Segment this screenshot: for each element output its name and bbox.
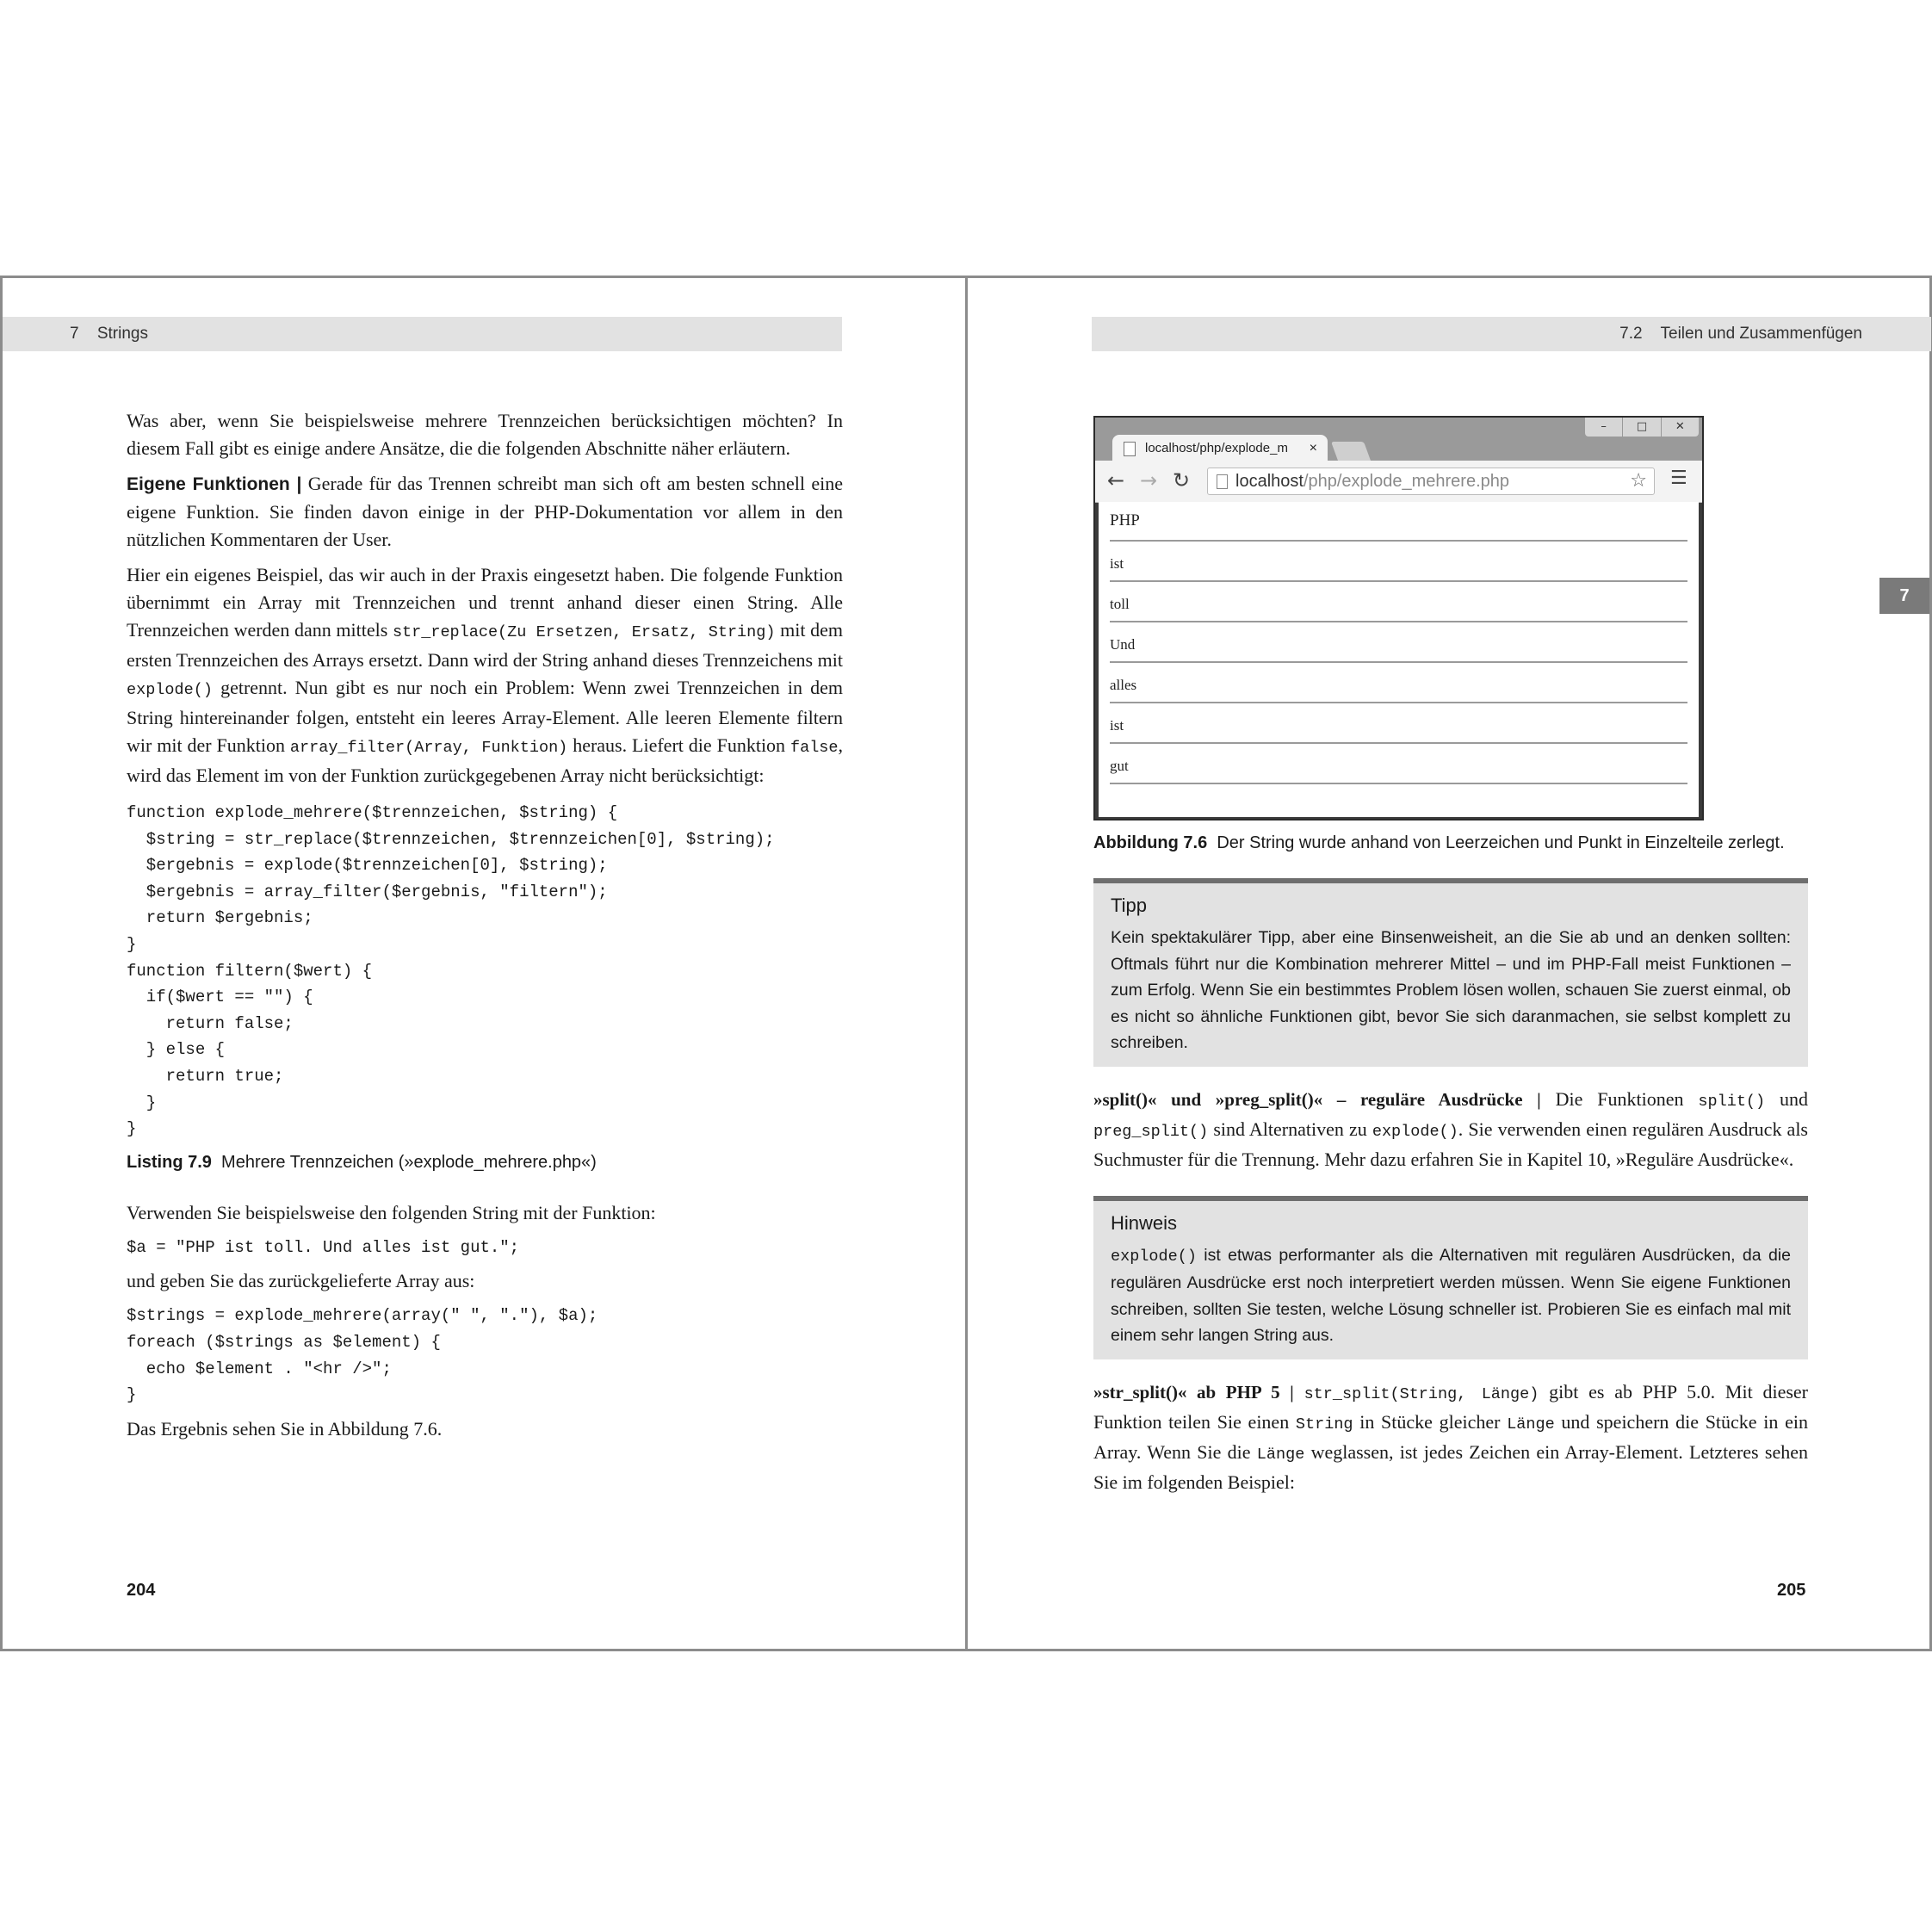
- browser-toolbar: [1095, 461, 1702, 503]
- text-run: weglassen, ist jedes Zeichen ein Array-Element. Letzteres sehen Sie im folgenden Beispiel:: [1093, 1440, 1808, 1493]
- code-snippet: $strings = explode_mehrere(array(" ", "."), $a); foreach ($strings as $element) { echo $element . "<hr />"; }: [127, 1306, 598, 1405]
- inline-code: explode(): [127, 681, 213, 699]
- inline-code: false: [790, 739, 839, 757]
- figure-label: Abbildung 7.6: [1093, 833, 1208, 852]
- window-controls: [1585, 418, 1699, 437]
- listing-caption: [127, 1149, 843, 1175]
- text-run: , wird das Element im von der Funktion zurückgegebenen Array nicht berücksichtigt:: [127, 734, 843, 786]
- url-host: localhost: [1235, 472, 1303, 491]
- back-arrow-icon[interactable]: ←: [1107, 468, 1125, 492]
- paragraph: [1093, 1086, 1808, 1173]
- paragraph: Das Ergebnis sehen Sie in Abbildung 7.6.: [127, 1417, 443, 1440]
- text-run: . Sie verwenden einen regulären Ausdruck als Suchmuster für die Trennung. Mehr dazu erfahren Sie in Kapitel 10, »Reguläre Ausdrücke«.: [1093, 1118, 1808, 1170]
- menu-icon[interactable]: ☰: [1670, 468, 1687, 489]
- paragraph-lead: »str_split()« ab PHP 5 |: [1093, 1381, 1294, 1403]
- text-run: heraus. Liefert die Funktion: [567, 734, 790, 756]
- running-head-right: [1092, 317, 1931, 351]
- address-bar[interactable]: [1207, 468, 1655, 495]
- close-window-icon[interactable]: ✕: [1661, 418, 1699, 437]
- text-run: ist etwas performanter als die Alternativen mit regulären Ausdrücken, da die regulären Ausdrücke erst noch interpretiert werden müssen. Wenn Sie eigene Funktionen schreiben, sollten Sie testen, welche Lösung schneller ist. Probieren Sie es einfach mal mit einem sehr langen String aus.: [1111, 1245, 1791, 1345]
- text-run: Die Funktionen: [1540, 1087, 1699, 1110]
- paragraph: Verwenden Sie beispielsweise den folgenden String mit der Funktion:: [127, 1201, 656, 1223]
- inline-code: array_filter(Array, Funktion): [289, 739, 568, 757]
- section-title: Teilen und Zusammenfügen: [1660, 325, 1862, 343]
- inline-code: preg_split(): [1093, 1122, 1209, 1141]
- paragraph: Was aber, wenn Sie beispielsweise mehrere Trennzeichen berücksichtigen möchten? In diesem Fall gibt es einige andere Ansätze, die die folgenden Abschnitte näher erläutern.: [127, 410, 843, 459]
- output-line: PHP: [1110, 502, 1687, 542]
- paragraph-text: Gerade für das Trennen schreibt man sich oft am besten schnell eine eigene Funktion. Sie finden davon einige in der PHP-Dokumentation vor allem in den nützlichen Kommentaren der User.: [127, 473, 843, 550]
- maximize-icon[interactable]: □: [1622, 418, 1660, 437]
- chapter-number: 7: [70, 325, 79, 343]
- text-run: getrennt. Nun gibt es nur noch ein Problem: Wenn zwei Trennzeichen in dem String hintereinander folgen, entsteht ein leeres Array-Element. Alle leeren Elemente filtern wir mit der Funktion: [127, 677, 843, 756]
- text-run: und: [1765, 1087, 1809, 1110]
- figure-caption: [1093, 830, 1808, 856]
- paragraph-lead: Eigene Funktionen |: [127, 474, 302, 494]
- text-run: Hier ein eigenes Beispiel, das wir auch in der Praxis eingesetzt haben. Die folgende Funktion übernimmt ein Array mit Trennzeichen und trennt anhand dieser einen String. Alle Trennzeichen werden dann mittels: [127, 564, 843, 641]
- paragraph: und geben Sie das zurückgelieferte Array aus:: [127, 1270, 475, 1292]
- code-snippet: $a = "PHP ist toll. Und alles ist gut.";: [127, 1237, 520, 1257]
- inline-code: str_split(String, Länge): [1303, 1384, 1539, 1403]
- inline-code: split(): [1698, 1092, 1766, 1111]
- note-body: [1111, 1242, 1791, 1349]
- output-line: ist: [1110, 542, 1687, 582]
- page-number: 204: [127, 1581, 156, 1600]
- tab-close-icon[interactable]: ×: [1309, 441, 1317, 455]
- bookmark-star-icon[interactable]: ☆: [1630, 470, 1647, 492]
- chapter-title: Strings: [96, 325, 148, 343]
- book-spread: [0, 276, 1932, 1653]
- inline-code: Länge: [1256, 1445, 1305, 1464]
- left-page: [0, 276, 968, 1651]
- paragraph-lead: »split()« und »preg_split()« – reguläre Ausdrücke |: [1093, 1088, 1541, 1110]
- browser-tab[interactable]: [1112, 435, 1328, 462]
- listing-label: Listing 7.9: [127, 1152, 212, 1172]
- text-run: gibt es ab PHP 5.0. Mit dieser Funktion teilen Sie einen: [1093, 1380, 1808, 1433]
- inline-code: String: [1295, 1415, 1353, 1434]
- note-box: [1093, 1196, 1808, 1359]
- inline-code: explode(): [1372, 1122, 1458, 1141]
- minimize-icon[interactable]: –: [1601, 420, 1607, 433]
- code-listing: function explode_mehrere($trennzeichen, $string) { $string = str_replace($trennzeichen, $trennzeichen[0], $string); $ergebnis = explode($trennzeichen[0], $string); $ergebnis = array_filter($ergebnis, "filtern"); return $ergebnis; } function filtern($wert) { if($wert == "") { return false; } else { return true; } }: [127, 803, 775, 1139]
- url-path: /php/explode_mehrere.php: [1303, 472, 1509, 491]
- paragraph: [127, 470, 843, 554]
- new-tab-button[interactable]: [1331, 442, 1371, 461]
- output-line: toll: [1110, 582, 1687, 622]
- right-body: [1093, 830, 1808, 1504]
- output-line: alles: [1110, 663, 1687, 703]
- output-line: ist: [1110, 703, 1687, 744]
- text-run: und speichern die Stücke in ein Array. Wenn Sie die: [1093, 1410, 1808, 1463]
- inline-code: str_replace(Zu Ersetzen, Ersatz, String): [392, 623, 776, 641]
- text-run: in Stücke gleicher: [1353, 1410, 1508, 1433]
- browser-content: [1099, 502, 1699, 817]
- right-page: [965, 276, 1932, 1651]
- browser-tab-bar: [1095, 418, 1702, 461]
- output-line: Und: [1110, 622, 1687, 663]
- paragraph: [1093, 1378, 1808, 1496]
- section-number: 7.2: [1619, 325, 1643, 343]
- running-head-left: [3, 317, 842, 351]
- tab-title: localhost/php/explode_m: [1145, 441, 1288, 455]
- browser-screenshot: [1093, 416, 1704, 820]
- text-run: mit dem ersten Trennzeichen des Arrays ersetzt. Dann wird der String anhand dieses Trennzeichens mit: [127, 619, 843, 671]
- chapter-tab: 7: [1879, 578, 1929, 614]
- inline-code: explode(): [1111, 1247, 1197, 1266]
- inline-code: Länge: [1507, 1415, 1555, 1434]
- paragraph: [127, 561, 843, 790]
- output-line: gut: [1110, 744, 1687, 784]
- tip-box: [1093, 878, 1808, 1067]
- page-number: 205: [1777, 1581, 1806, 1600]
- figure-text: Der String wurde anhand von Leerzeichen und Punkt in Einzelteile zerlegt.: [1217, 833, 1785, 852]
- text-run: sind Alternativen zu: [1208, 1118, 1372, 1140]
- listing-text: Mehrere Trennzeichen (»explode_mehrere.php«): [221, 1152, 597, 1172]
- page-icon: [1124, 442, 1136, 456]
- page-icon: [1217, 474, 1228, 489]
- forward-arrow-icon[interactable]: →: [1140, 468, 1158, 492]
- reload-icon[interactable]: ↻: [1173, 468, 1191, 492]
- left-body: [127, 407, 843, 1451]
- note-title: Hinweis: [1111, 1211, 1178, 1234]
- tip-title: Tipp: [1111, 895, 1147, 916]
- tip-body: Kein spektakulärer Tipp, aber eine Binsenweisheit, an die Sie ab und an denken sollten: Oftmals führt nur die Kombination mehrerer Mittel – und im PHP-Fall meist Funktionen – zum Erfolg. Wenn Sie ein bestimmtes Problem lösen wollen, schauen Sie zuerst einmal, ob es nicht so ähnliche Funktionen gibt, bevor Sie sich daranmachen, sie selbst komplett zu schreiben.: [1111, 928, 1791, 1052]
